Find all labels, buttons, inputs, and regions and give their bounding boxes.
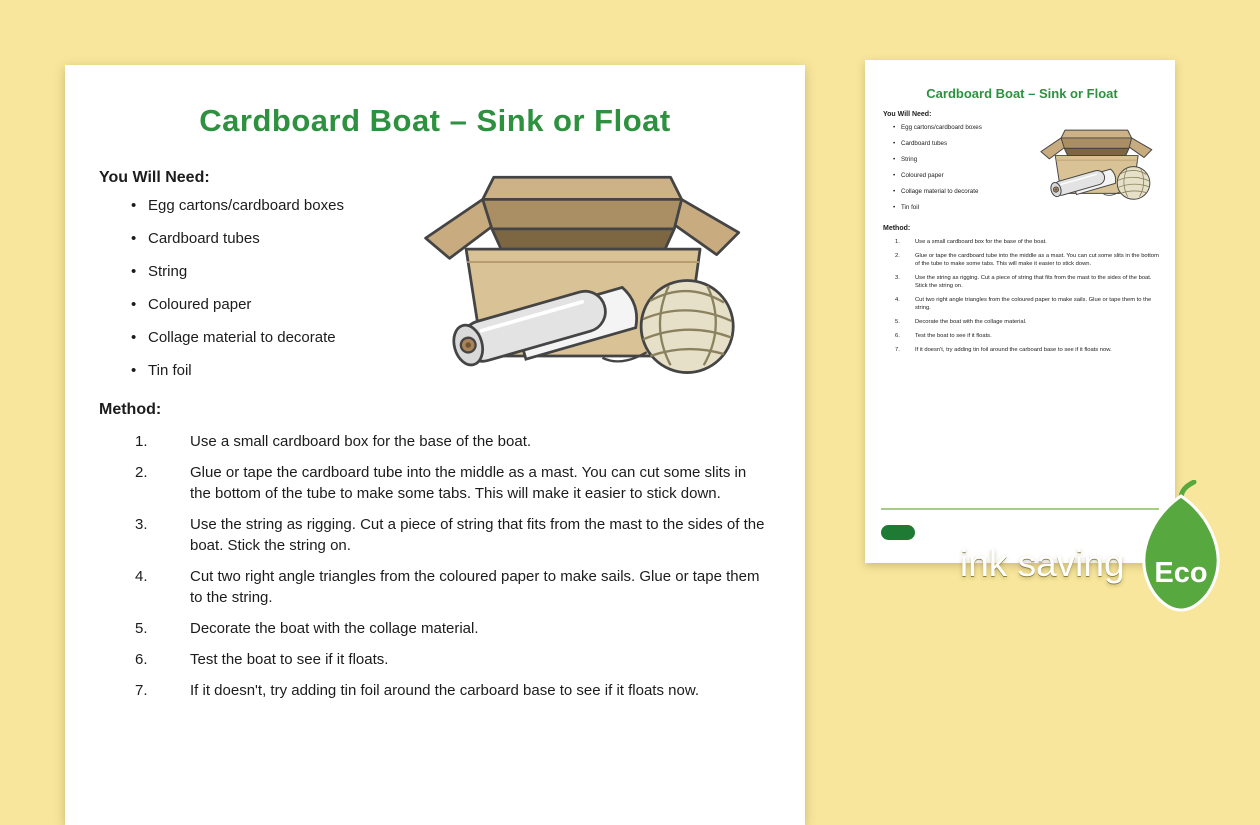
eco-leaf-icon xyxy=(1136,480,1226,614)
preview-step-item: If it doesn't, try adding tin foil around the carboard base to see if it floats now. xyxy=(915,347,1112,353)
preview-materials-section xyxy=(883,111,1161,220)
preview-step-item: Cut two right angle triangles from the coloured paper to make sails. Glue or tape them to the string. xyxy=(915,297,1152,311)
preview-materials-illustration xyxy=(1035,113,1159,220)
preview-material-item: • Egg cartons/cardboard boxes xyxy=(893,124,1031,131)
step-item: Cut two right angle triangles from the coloured paper to make sails. Glue or tape them to the string. xyxy=(190,568,760,606)
step-item: Decorate the boat with the collage material. xyxy=(190,620,479,637)
material-item: • Cardboard tubes xyxy=(131,230,399,247)
material-item: • Coloured paper xyxy=(131,296,399,313)
preview-step-item: Use the string as rigging. Cut a piece of string that fits from the mast to the sides of the boat. Stick the string on. xyxy=(915,275,1152,289)
material-item: • Tin foil xyxy=(131,362,399,379)
worksheet-page-content xyxy=(65,65,805,733)
eco-label: Eco xyxy=(1154,557,1208,589)
preview-material-item: • Tin foil xyxy=(893,204,1031,211)
material-item: • Egg cartons/cardboard boxes xyxy=(131,197,399,214)
preview-materials-list xyxy=(883,124,1031,211)
materials-list xyxy=(99,197,399,379)
step-item: Use the string as rigging. Cut a piece of string that fits from the mast to the sides of the boat. Stick the string on. xyxy=(190,516,765,554)
preview-page-content xyxy=(865,60,1175,563)
ink-saving-label: ink saving xyxy=(960,543,1125,584)
materials-illustration xyxy=(409,165,759,395)
material-item: • Collage material to decorate xyxy=(131,329,399,346)
step-item: If it doesn't, try adding tin foil around the carboard base to see if it floats now. xyxy=(190,682,699,699)
materials-section xyxy=(99,169,771,395)
preview-footer-rule xyxy=(881,508,1159,510)
preview-step-item: Test the boat to see if it floats. xyxy=(915,333,992,339)
step-item: Use a small cardboard box for the base of the boat. xyxy=(190,433,532,450)
steps-list xyxy=(99,431,771,701)
preview-step-item: Use a small cardboard box for the base of the boat. xyxy=(915,239,1047,245)
preview-step-item: Glue or tape the cardboard tube into the middle as a mast. You can cut some slits in the bottom of the tube to make some tabs. This will make it easier to stick down. xyxy=(915,253,1159,267)
material-item: • String xyxy=(131,263,399,280)
preview-need-heading: You Will Need: xyxy=(883,111,932,118)
preview-page xyxy=(865,60,1175,563)
preview-material-item: • Coloured paper xyxy=(893,172,1031,179)
preview-step-item: Decorate the boat with the collage material. xyxy=(915,319,1027,325)
worksheet-title: Cardboard Boat – Sink or Float xyxy=(199,103,671,138)
materials-column xyxy=(99,169,399,395)
preview-title: Cardboard Boat – Sink or Float xyxy=(926,86,1118,101)
preview-material-item: • Collage material to decorate xyxy=(893,188,1031,195)
preview-steps-list xyxy=(883,238,1161,354)
method-heading: Method: xyxy=(99,401,162,418)
step-item: Test the boat to see if it floats. xyxy=(190,651,389,668)
preview-materials-column xyxy=(883,111,1031,220)
preview-material-item: • String xyxy=(893,156,1031,163)
publisher-logo xyxy=(881,525,915,540)
preview-method-heading: Method: xyxy=(883,225,911,232)
preview-material-item: • Cardboard tubes xyxy=(893,140,1031,147)
step-item: Glue or tape the cardboard tube into the middle as a mast. You can cut some slits in the bottom of the tube to make some tabs. This will make it easier to stick down. xyxy=(190,464,747,502)
need-heading: You Will Need: xyxy=(99,169,210,186)
worksheet-page xyxy=(65,65,805,825)
